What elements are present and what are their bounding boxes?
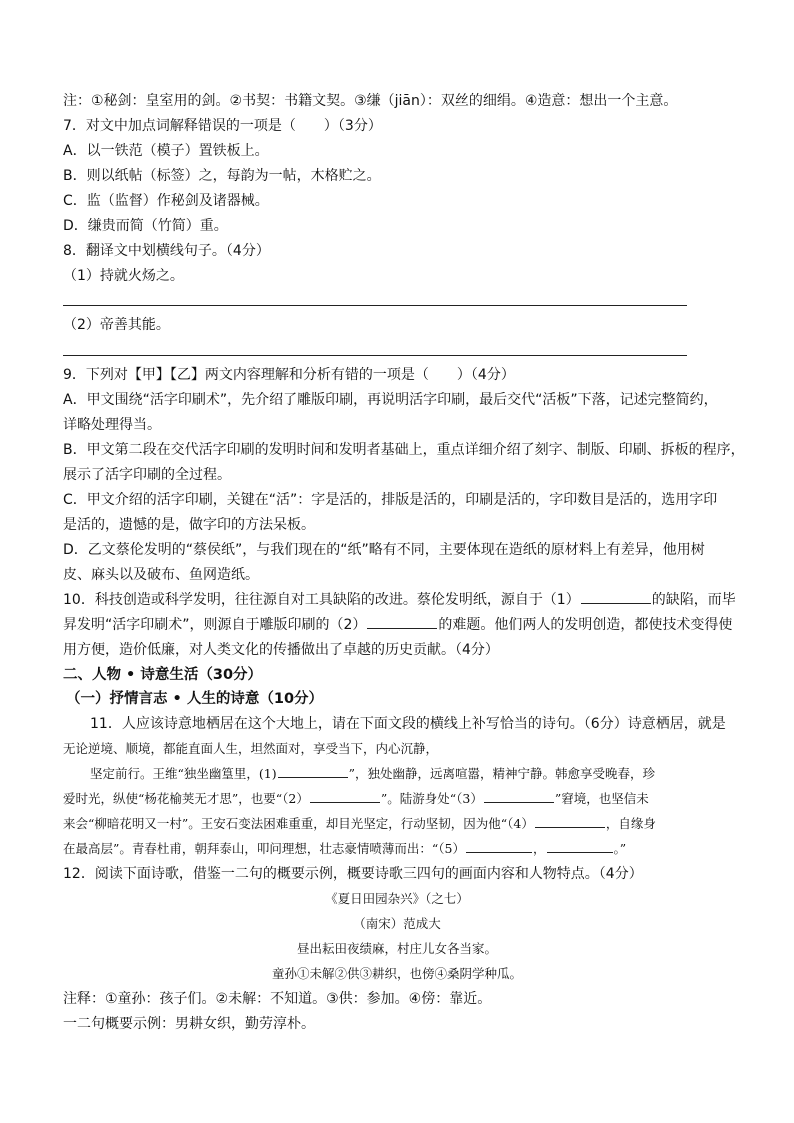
question-8-sentence-1: （1）持就火炀之。 xyxy=(63,268,184,284)
question-7-option-a: A．以一铁范（模子）置铁板上。 xyxy=(63,143,269,159)
question-7-option-b: B．则以纸帖（标签）之，每韵为一帖，木格贮之。 xyxy=(63,168,381,184)
poem-notes: 注释：①童孙：孩子们。②未解：不知道。③供：参加。④傍：靠近。 xyxy=(63,991,492,1007)
poem-line-1: 昼出耘田夜绩麻，村庄儿女各当家。 xyxy=(296,941,497,956)
poem-line-2: 童孙①未解②供③耕织，也傍④桑阴学种瓜。 xyxy=(271,966,522,981)
section-2-1-heading: （一）抒情言志 • 人生的诗意（10分） xyxy=(66,691,324,707)
question-9-option-a-cont: 详略处理得当。 xyxy=(63,417,161,433)
answer-line-1[interactable] xyxy=(63,305,687,306)
question-9-option-d-cont: 皮、麻头以及破布、鱼网造纸。 xyxy=(63,567,259,583)
question-9-option-b-cont: 展示了活字印刷的全过程。 xyxy=(63,467,231,483)
summary-example: 一二句概要示例：男耕女织，勤劳淳朴。 xyxy=(63,1016,315,1032)
question-9-option-a: A．甲文围绕“活字印刷术”，先介绍了雕版印刷，再说明活字印刷，最后交代“活板”下落，记述完整简约， xyxy=(63,392,718,408)
question-8-stem: 8．翻译文中划横线句子。（4分） xyxy=(63,243,270,259)
question-9-option-c: C．甲文介绍的活字印刷，关键在“活”：字是活的，排版是活的，印刷是活的，字印数目是活的，选用字印 xyxy=(63,492,718,508)
fill-blank-11-3[interactable] xyxy=(484,790,554,803)
question-9-option-c-cont: 是活的，遗憾的是，做字印的方法呆板。 xyxy=(63,517,315,533)
question-11-line-4: 爱时光，纵使“杨花榆荚无才思”，也要“（2） ”。陆游身处“（3） ”窘境，也坚信未 xyxy=(63,791,649,806)
fill-blank-11-5b[interactable] xyxy=(547,840,613,853)
question-11-line-3: 坚定前行。王维“独坐幽篁里，(1) ”，独处幽静，远离喧嚣，精神宁静。韩愈享受晚春，珍 xyxy=(90,766,656,781)
question-9-option-d: D．乙文蔡伦发明的“蔡侯纸”，与我们现在的“纸”略有不同，主要体现在造纸的原材料上有差异，他用树 xyxy=(63,542,705,558)
footnote-line: 注：①秘剑：皇室用的剑。②书契：书籍文契。③缣（jiān）：双丝的细绢。④造意：想出一个主意。 xyxy=(63,93,678,109)
fill-blank-11-2[interactable] xyxy=(310,790,380,803)
answer-line-2[interactable] xyxy=(63,355,687,356)
fill-blank-11-4[interactable] xyxy=(535,815,605,828)
question-7-option-d: D．缣贵而简（竹简）重。 xyxy=(63,218,228,234)
fill-blank-10-2[interactable] xyxy=(367,616,437,629)
question-10-line-2: 昇发明“活字印刷术”，则源自于雕版印刷的（2） 的难题。他们两人的发明创造，都使技术变得使 xyxy=(63,617,733,633)
question-9-option-b: B．甲文第二段在交代活字印刷的发明时间和发明者基础上，重点详细介绍了刻字、制版、印刷、拆板的程序， xyxy=(63,442,745,458)
section-2-heading: 二、人物 • 诗意生活（30分） xyxy=(63,667,263,683)
question-10-line-3: 用方便，造价低廉，对人类文化的传播做出了卓越的历史贡献。（4分） xyxy=(63,642,499,658)
question-11-line-5: 来会“柳暗花明又一村”。王安石变法困难重重，却目光坚定，行动坚韧，因为他“（4） ，自缘身 xyxy=(63,816,656,831)
question-7-option-c: C．监（监督）作秘剑及诸器械。 xyxy=(63,193,269,209)
fill-blank-10-1[interactable] xyxy=(581,591,651,604)
question-11-stem: 11．人应该诗意地栖居在这个大地上，请在下面文段的横线上补写恰当的诗句。（6分）诗意栖居，就是 xyxy=(90,716,726,732)
fill-blank-11-5a[interactable] xyxy=(466,840,532,853)
poem-author: （南宋）范成大 xyxy=(353,916,441,931)
question-11-line-6: 在最高层”。青春杜甫，朝拜泰山，叩问理想，壮志豪情喷薄而出：“（5） ， 。” xyxy=(63,841,627,856)
question-10-line-1: 10．科技创造或科学发明，往往源自对工具缺陷的改进。蔡伦发明纸，源自于（1） 的缺陷，而毕 xyxy=(63,592,736,608)
fill-blank-11-1[interactable] xyxy=(278,765,348,778)
question-7-stem: 7．对文中加点词解释错误的一项是（ ）（3分） xyxy=(63,118,382,134)
poem-title: 《夏日田园杂兴》（之七） xyxy=(325,891,469,906)
question-9-stem: 9．下列对【甲】【乙】两文内容理解和分析有错的一项是（ ）（4分） xyxy=(63,367,515,383)
question-11-line-2: 无论逆境、顺境，都能直面人生，坦然面对，享受当下，内心沉静， xyxy=(63,741,439,756)
question-12-stem: 12．阅读下面诗歌，借鉴一二句的概要示例，概要诗歌三四句的画面内容和人物特点。（4分） xyxy=(63,866,643,882)
question-8-sentence-2: （2）帝善其能。 xyxy=(63,317,170,333)
